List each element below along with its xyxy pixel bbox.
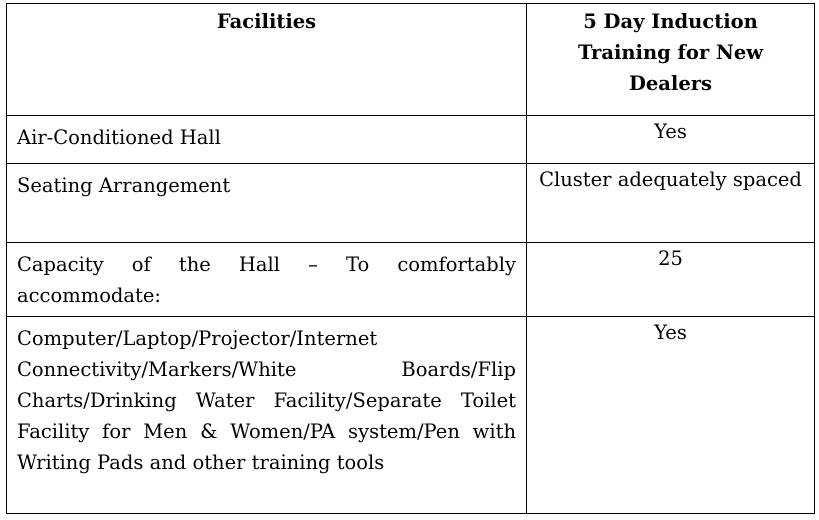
facility-cell: Capacity of the Hall – To comfortably accommodate: xyxy=(7,243,527,317)
table-row xyxy=(7,164,815,243)
header-program: 5 Day Induction Training for New Dealers xyxy=(527,4,815,116)
facility-cell: Seating Arrangement xyxy=(7,164,527,243)
value-cell: Yes xyxy=(527,317,815,514)
facilities-table xyxy=(6,3,815,514)
table-header-row xyxy=(7,4,815,116)
facility-cell: Air-Conditioned Hall xyxy=(7,116,527,164)
facility-cell: Computer/Laptop/Projector/Internet Connectivity/Markers/White Boards/Flip Charts/Drinking Water Facility/Separate Toilet Facility for Men & Women/PA system/Pen with Writing Pads and other training tools xyxy=(7,317,527,514)
header-facilities: Facilities xyxy=(7,4,527,116)
table-row xyxy=(7,317,815,514)
table-row xyxy=(7,243,815,317)
value-cell: 25 xyxy=(527,243,815,317)
value-cell: Yes xyxy=(527,116,815,164)
table-row xyxy=(7,116,815,164)
value-cell: Cluster adequately spaced xyxy=(527,164,815,243)
